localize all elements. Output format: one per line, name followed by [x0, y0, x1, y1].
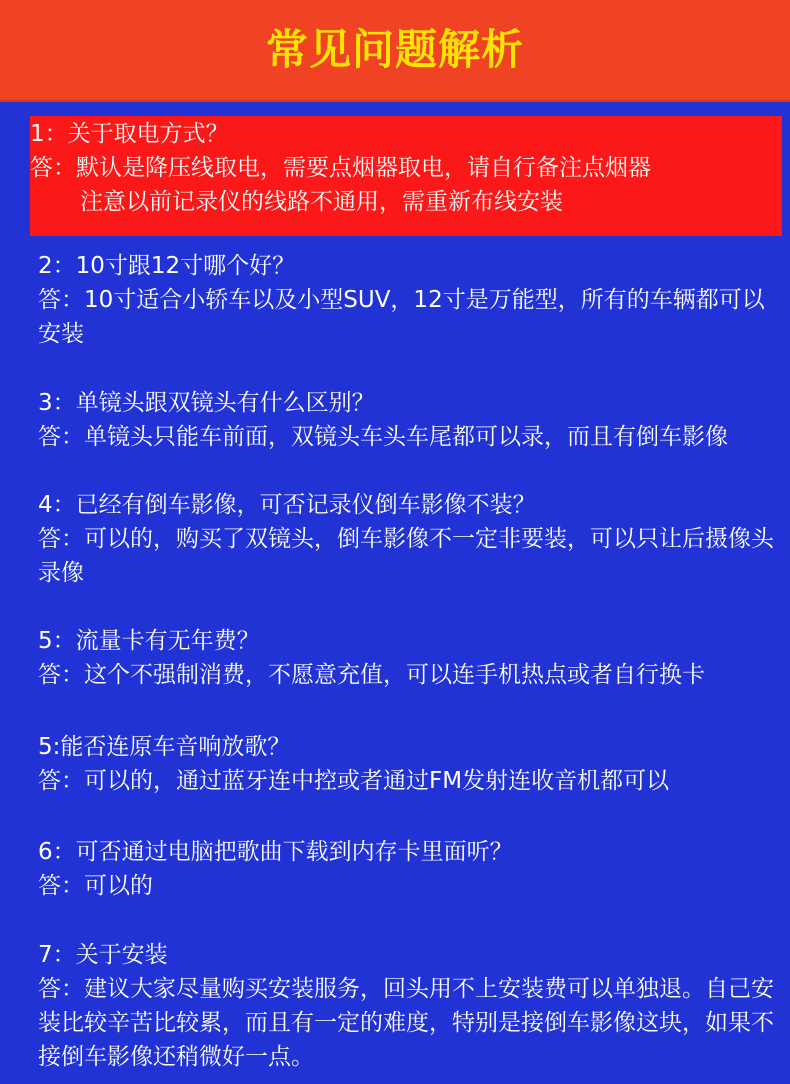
faq-question: 3：单镜头跟双镜头有什么区别？ [38, 390, 375, 416]
faq-item [38, 938, 778, 1074]
faq-answer: 答：可以的，通过蓝牙连中控或者通过FM发射连收音机都可以 [38, 768, 670, 794]
faq-answer-line: 注意以前记录仪的线路不通用，需重新布线安装 [80, 189, 563, 215]
faq-item [38, 249, 778, 351]
faq-question: 6：可否通过电脑把歌曲下载到内存卡里面听？ [38, 839, 513, 865]
faq-answer: 答：这个不强制消费，不愿意充值，可以连手机热点或者自行换卡 [38, 662, 705, 688]
faq-item [38, 730, 778, 798]
faq-question: 1：关于取电方式？ [30, 121, 229, 147]
faq-question: 5:能否连原车音响放歌？ [38, 734, 291, 760]
faq-question: 7：关于安装 [38, 942, 168, 968]
faq-item [38, 386, 778, 454]
faq-answer: 答：可以的 [38, 873, 153, 899]
page-title: 常见问题解析 [265, 25, 524, 74]
faq-answer [30, 151, 782, 219]
faq-item [38, 835, 778, 903]
faq-question: 4：已经有倒车影像，可否记录仪倒车影像不装？ [38, 492, 536, 518]
faq-item [38, 488, 778, 590]
faq-answer-line: 答：默认是降压线取电，需要点烟器取电，请自行备注点烟器 [30, 155, 651, 181]
faq-item [38, 624, 778, 692]
faq-question: 2：10寸跟12寸哪个好？ [38, 253, 296, 279]
faq-item [30, 117, 782, 219]
faq-question: 5：流量卡有无年费？ [38, 628, 260, 654]
faq-answer: 答：建议大家尽量购买安装服务，回头用不上安装费可以单独退。自己安装比较辛苦比较累，而且有一定的难度，特别是接倒车影像这块，如果不接倒车影像还稍微好一点。 [38, 976, 774, 1070]
faq-answer: 答：单镜头只能车前面，双镜头车头车尾都可以录，而且有倒车影像 [38, 424, 728, 450]
faq-answer: 答：10寸适合小轿车以及小型SUV，12寸是万能型，所有的车辆都可以安装 [38, 287, 765, 347]
faq-answer: 答：可以的，购买了双镜头，倒车影像不一定非要装，可以只让后摄像头录像 [38, 526, 774, 586]
